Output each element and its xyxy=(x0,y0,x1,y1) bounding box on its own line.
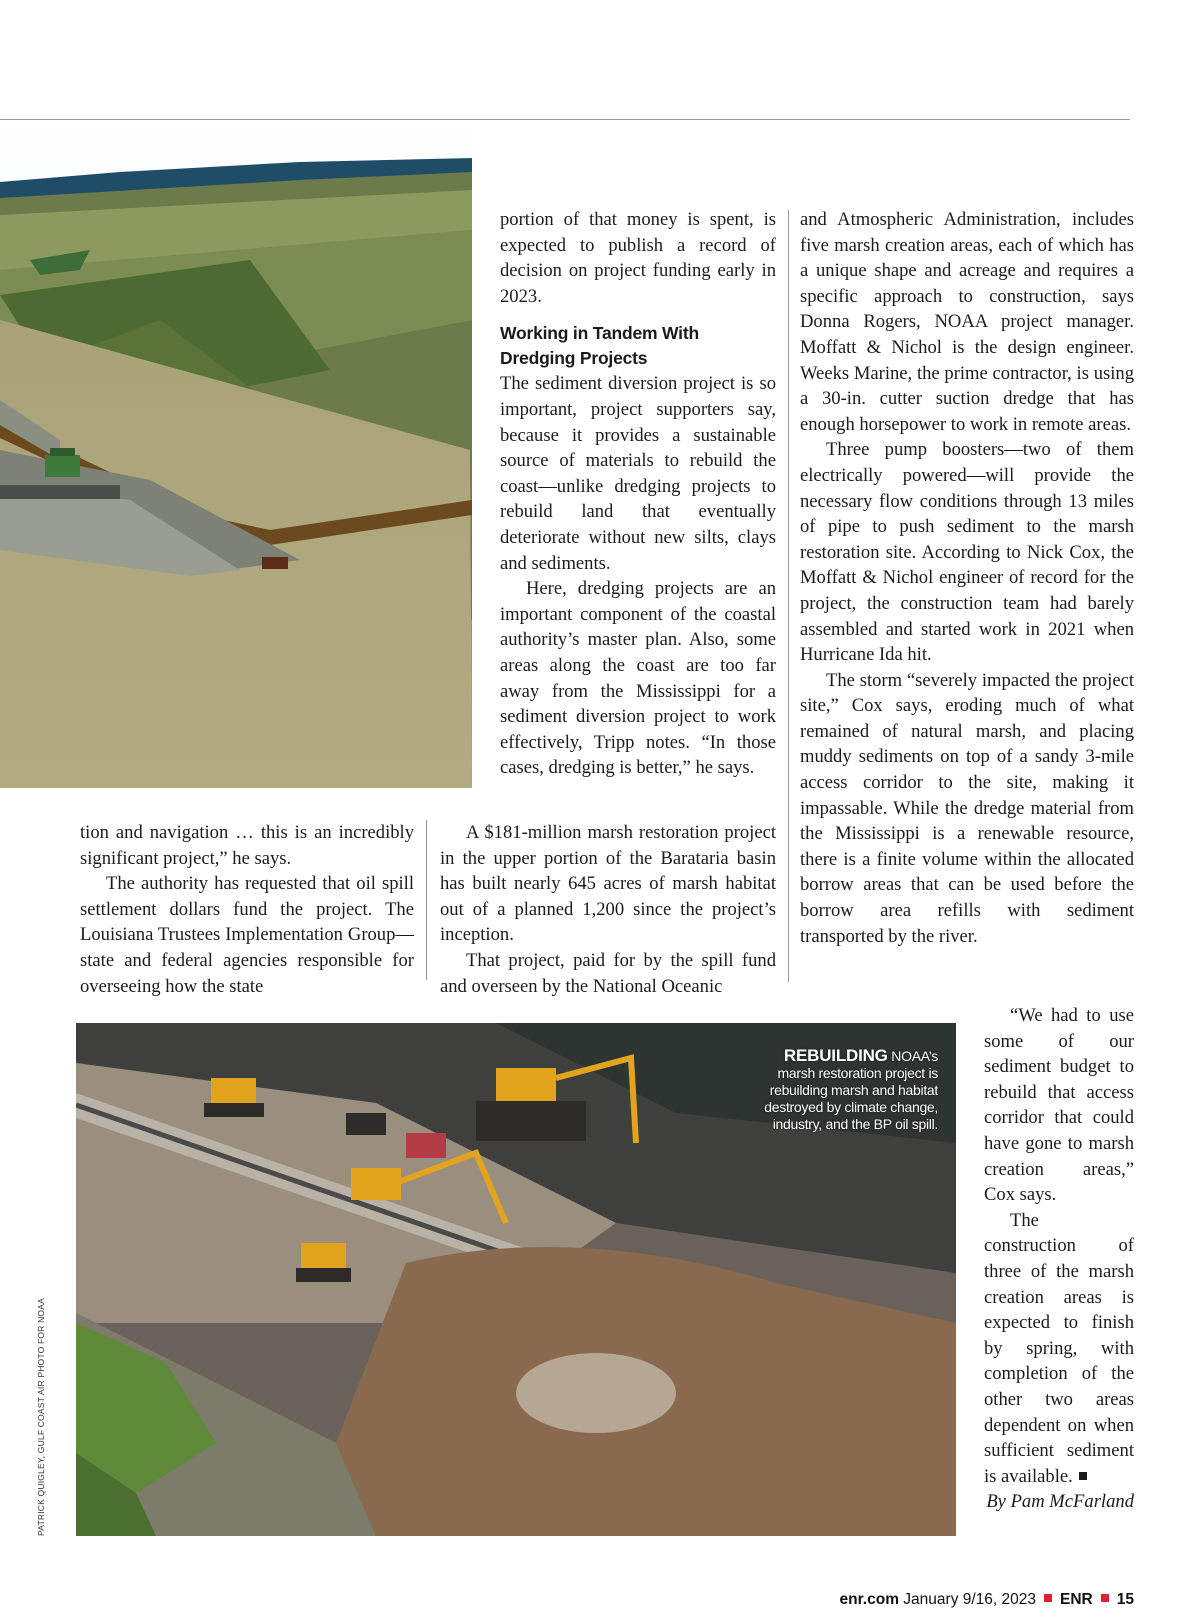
paragraph: The sediment diversion project is so important, project supporters say, because it provides a sustainable source of materials to rebuild the coast—unlike dredging projects to rebuild land that eventually deteriorate without new silts, clays and sediments. xyxy=(500,373,776,574)
column-b-lower xyxy=(440,820,776,999)
paragraph: Three pump boosters—two of them electrically powered—will provide the necessary flow conditions through 13 miles of pipe to push sediment to the marsh restoration site. According to Nick Cox, the Moffatt & Nichol engineer of record for the project, the construction team had barely assembled and started work in 2021 when Hurricane Ida hit. xyxy=(800,439,1134,666)
page-footer xyxy=(840,1591,1134,1609)
column-b-upper xyxy=(500,207,776,781)
paragraph xyxy=(984,1208,1134,1490)
section-heading: Working in Tandem With Dredging Projects xyxy=(500,323,699,369)
end-mark-icon xyxy=(1079,1472,1087,1480)
column-divider xyxy=(426,820,427,980)
paragraph: A $181-million marsh restoration project in the upper portion of the Barataria basin has built nearly 645 acres of marsh habitat out of a planned 1,200 since the project’s inception. xyxy=(440,822,776,946)
marsh-rendering-image xyxy=(0,120,472,788)
paragraph: portion of that money is spent, is expected to publish a record of decision on project funding early in 2023. xyxy=(500,209,776,307)
column-divider xyxy=(788,210,789,982)
caption-lead: REBUILDING xyxy=(783,1046,888,1065)
paragraph: The storm “severely impacted the project site,” Cox says, eroding much of what remained of natural marsh, and placing muddy sediments on top of a sandy 3-mile access corridor to the site, making it impassable. While the dredge material from the Mississippi is a renewable resource, there is a finite volume within the allocated borrow areas that can be used before the borrow area refills with sediment transported by the river. xyxy=(800,669,1134,947)
paragraph: That project, paid for by the spill fund and overseen by the National Oceanic xyxy=(440,949,776,997)
square-icon xyxy=(1101,1594,1109,1602)
square-icon xyxy=(1044,1594,1052,1602)
caption-text: NOAA’s marsh restoration project is rebuilding marsh and habitat destroyed by climate change, industry, and the BP oil spill. xyxy=(764,1048,938,1132)
photo-credit: PATRICK QUIGLEY, GULF COAST AIR PHOTO FOR NOAA xyxy=(36,1298,46,1536)
paragraph: The authority has requested that oil spill settlement dollars fund the project. The Louisiana Trustees Implementation Group—state and federal agencies responsible for overseeing how the state xyxy=(80,873,414,997)
dredging-site-photo xyxy=(76,1023,956,1536)
column-d xyxy=(984,1003,1134,1515)
column-c xyxy=(800,207,1134,949)
paragraph: and Atmospheric Administration, includes five marsh creation areas, each of which has a unique shape and acreage and requires a specific approach to construction, says Donna Rogers, NOAA project manager. Moffatt & Nichol is the design engineer. Weeks Marine, the prime contractor, is using a 30-in. cutter suction dredge that has enough horsepower to work in remote areas. xyxy=(800,209,1134,435)
photo-caption xyxy=(748,1047,938,1133)
paragraph: tion and navigation … this is an incredibly significant project,” he says. xyxy=(80,822,414,869)
paragraph-text: The construction of three of the marsh creation areas is expected to finish by spring, with completion of the other two areas dependent on when sufficient sediment is available. xyxy=(984,1209,1134,1487)
column-a xyxy=(80,820,414,999)
footer-brand: ENR xyxy=(1060,1591,1093,1608)
footer-date: January 9/16, 2023 xyxy=(903,1591,1037,1608)
paragraph: Here, dredging projects are an important component of the coastal authority’s master plan. Also, some areas along the coast are too far away from the Mississippi for a sediment diversion project to work effectively, Tripp notes. “In those cases, dredging is better,” he says. xyxy=(500,578,776,779)
page-number: 15 xyxy=(1116,1591,1134,1608)
paragraph: “We had to use some of our sediment budget to rebuild that access corridor that could have gone to marsh creation areas,” Cox says. xyxy=(984,1005,1134,1206)
footer-site: enr.com xyxy=(839,1591,899,1608)
byline: By Pam McFarland xyxy=(986,1491,1134,1513)
